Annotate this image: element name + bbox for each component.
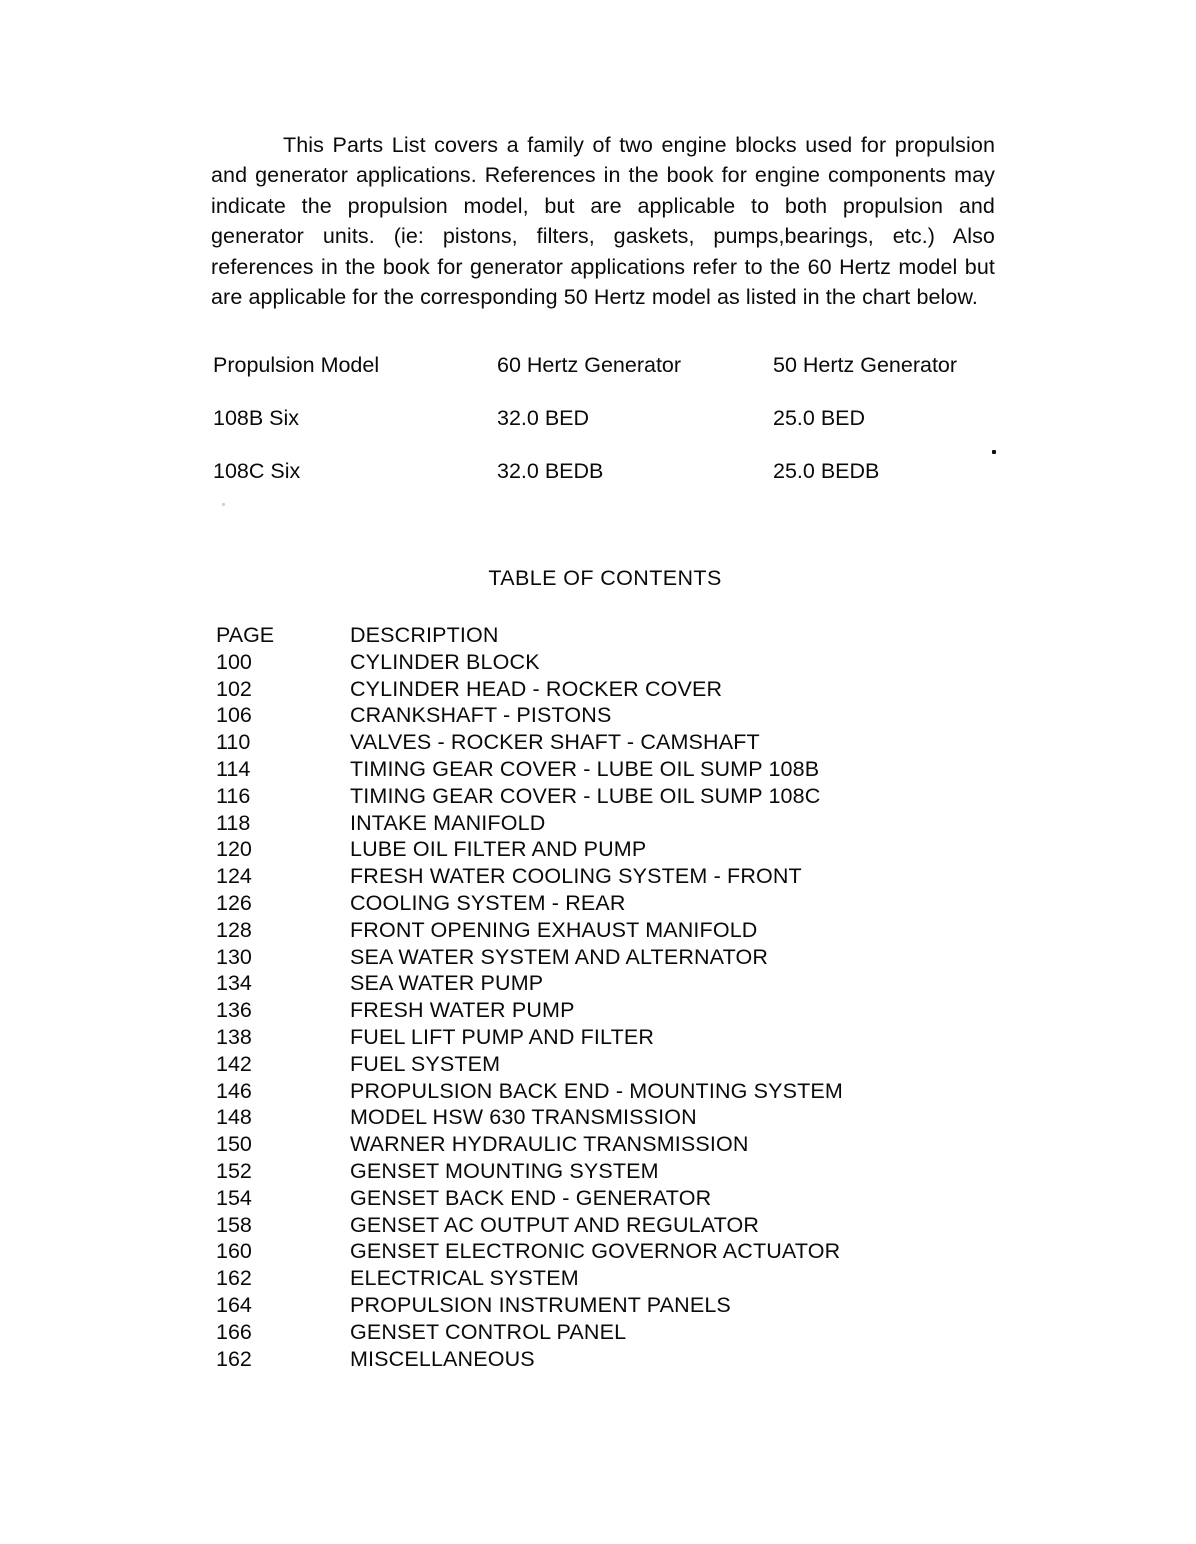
toc-entry-description: MISCELLANEOUS (350, 1346, 535, 1371)
toc-entry-description: FUEL LIFT PUMP AND FILTER (350, 1024, 655, 1049)
table-of-contents-list (216, 622, 1076, 1372)
toc-entry-row[interactable] (216, 676, 1076, 703)
toc-entry-page: 134 (216, 971, 252, 996)
toc-entry-page: 110 (216, 730, 251, 755)
toc-entry-row[interactable] (216, 997, 1076, 1024)
toc-entry-row[interactable] (216, 702, 1076, 729)
toc-header-page: PAGE (216, 623, 275, 647)
toc-entry-description: TIMING GEAR COVER - LUBE OIL SUMP 108C (350, 783, 821, 808)
toc-entry-row[interactable] (216, 1104, 1076, 1131)
model-table-row (213, 405, 1003, 458)
toc-entry-description: SEA WATER PUMP (350, 971, 544, 996)
toc-entry-row[interactable] (216, 970, 1076, 997)
toc-entry-page: 158 (216, 1212, 252, 1237)
toc-entry-description: GENSET MOUNTING SYSTEM (350, 1158, 659, 1183)
toc-entry-page: 118 (216, 810, 251, 835)
intro-paragraph: This Parts List covers a family of two engine blocks used for propulsion and generator applications. References in the book for engine components may indicate the propulsion model, but are applicable to both propulsion and generator units. (ie: pistons, filters, gaskets, pumps,bearings, etc.) Also references in the book for generator applications refer to the 60 Hertz model but are applicable for the corresponding 50 Hertz model as listed in the chart below. (211, 132, 995, 309)
model-header-propulsion: Propulsion Model (213, 353, 380, 377)
model-header-60hz: 60 Hertz Generator (497, 353, 682, 377)
toc-entry-page: 124 (216, 864, 252, 889)
toc-entry-row[interactable] (216, 1078, 1076, 1105)
toc-entry-row[interactable] (216, 1024, 1076, 1051)
toc-entry-description: WARNER HYDRAULIC TRANSMISSION (350, 1132, 749, 1157)
toc-entry-row[interactable] (216, 649, 1076, 676)
toc-column-header-row (216, 622, 1076, 649)
toc-entry-page: 162 (216, 1346, 252, 1371)
toc-entry-page: 136 (216, 998, 252, 1023)
toc-entry-page: 166 (216, 1319, 252, 1344)
toc-entry-row[interactable] (216, 783, 1076, 810)
toc-entry-row[interactable] (216, 1346, 1076, 1373)
toc-entry-description: VALVES - ROCKER SHAFT - CAMSHAFT (350, 730, 760, 755)
toc-entry-row[interactable] (216, 1238, 1076, 1265)
toc-entry-row[interactable] (216, 890, 1076, 917)
toc-entry-row[interactable] (216, 1051, 1076, 1078)
toc-entry-page: 120 (216, 837, 252, 862)
toc-entry-page: 154 (216, 1185, 252, 1210)
toc-entry-page: 106 (216, 703, 252, 728)
toc-entry-page: 138 (216, 1024, 252, 1049)
toc-entry-page: 130 (216, 944, 252, 969)
toc-entry-row[interactable] (216, 1158, 1076, 1185)
toc-entry-row[interactable] (216, 729, 1076, 756)
toc-entry-page: 128 (216, 917, 252, 942)
model-cell-propulsion: 108B Six (213, 406, 300, 430)
toc-entry-description: PROPULSION BACK END - MOUNTING SYSTEM (350, 1078, 843, 1103)
model-cell-50hz: 25.0 BEDB (773, 459, 880, 483)
toc-entry-page: 148 (216, 1105, 252, 1130)
toc-entry-row[interactable] (216, 810, 1076, 837)
model-cell-50hz: 25.0 BED (773, 406, 866, 430)
toc-heading-text: TABLE OF CONTENTS (488, 566, 722, 590)
toc-entry-description: TIMING GEAR COVER - LUBE OIL SUMP 108B (350, 756, 820, 781)
toc-entry-row[interactable] (216, 1131, 1076, 1158)
toc-entry-description: FRESH WATER COOLING SYSTEM - FRONT (350, 864, 802, 889)
toc-entry-page: 114 (216, 756, 251, 781)
toc-entry-description: CRANKSHAFT - PISTONS (350, 703, 612, 728)
toc-entry-page: 102 (216, 676, 252, 701)
toc-entry-description: FUEL SYSTEM (350, 1051, 501, 1076)
toc-entry-description: MODEL HSW 630 TRANSMISSION (350, 1105, 697, 1130)
toc-entry-description: FRONT OPENING EXHAUST MANIFOLD (350, 917, 758, 942)
toc-entry-page: 126 (216, 890, 252, 915)
toc-entry-page: 146 (216, 1078, 252, 1103)
toc-entry-description: INTAKE MANIFOLD (350, 810, 546, 835)
toc-entry-description: GENSET CONTROL PANEL (350, 1319, 627, 1344)
toc-entry-row[interactable] (216, 1185, 1076, 1212)
toc-entry-page: 164 (216, 1292, 252, 1317)
toc-entry-description: GENSET BACK END - GENERATOR (350, 1185, 712, 1210)
toc-entry-description: GENSET AC OUTPUT AND REGULATOR (350, 1212, 760, 1237)
toc-entry-row[interactable] (216, 1212, 1076, 1239)
model-cell-propulsion: 108C Six (213, 459, 301, 483)
model-header-50hz: 50 Hertz Generator (773, 353, 958, 377)
toc-entry-row[interactable] (216, 1319, 1076, 1346)
toc-entry-page: 142 (216, 1051, 252, 1076)
toc-entry-row[interactable] (216, 836, 1076, 863)
scan-artifact-speck (222, 503, 225, 506)
toc-entry-page: 152 (216, 1158, 252, 1183)
toc-entry-page: 116 (216, 783, 251, 808)
toc-entry-description: GENSET ELECTRONIC GOVERNOR ACTUATOR (350, 1239, 841, 1264)
toc-entry-row[interactable] (216, 863, 1076, 890)
toc-entry-page: 162 (216, 1266, 252, 1291)
toc-entry-page: 100 (216, 649, 252, 674)
model-comparison-table (213, 352, 1003, 511)
toc-entry-page: 160 (216, 1239, 252, 1264)
toc-entry-description: CYLINDER HEAD - ROCKER COVER (350, 676, 723, 701)
toc-entry-row[interactable] (216, 917, 1076, 944)
table-of-contents-heading (0, 566, 1196, 591)
toc-entry-description: ELECTRICAL SYSTEM (350, 1266, 579, 1291)
toc-header-description: DESCRIPTION (350, 623, 499, 647)
toc-entry-page: 150 (216, 1132, 252, 1157)
toc-entry-description: SEA WATER SYSTEM AND ALTERNATOR (350, 944, 769, 969)
toc-entry-row[interactable] (216, 756, 1076, 783)
model-cell-60hz: 32.0 BEDB (497, 459, 604, 483)
toc-entry-row[interactable] (216, 1265, 1076, 1292)
toc-entry-description: PROPULSION INSTRUMENT PANELS (350, 1292, 731, 1317)
scan-artifact-speck (992, 450, 996, 454)
toc-entry-row[interactable] (216, 1292, 1076, 1319)
model-table-header-row (213, 352, 1003, 405)
model-cell-60hz: 32.0 BED (497, 406, 590, 430)
model-table-row (213, 458, 1003, 511)
toc-entry-description: FRESH WATER PUMP (350, 998, 575, 1023)
toc-entry-description: LUBE OIL FILTER AND PUMP (350, 837, 647, 862)
toc-entry-row[interactable] (216, 944, 1076, 971)
toc-entry-description: CYLINDER BLOCK (350, 649, 540, 674)
toc-entry-description: COOLING SYSTEM - REAR (350, 890, 626, 915)
